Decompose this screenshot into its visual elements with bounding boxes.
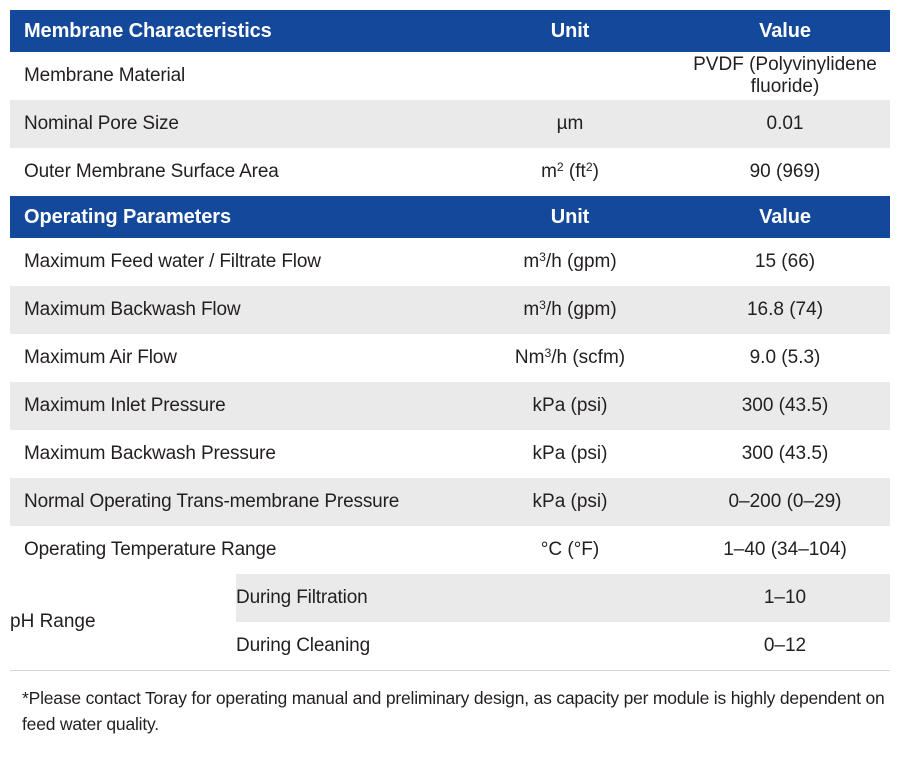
row-unit-membrane-material: [460, 52, 680, 100]
row-unit-max-backwash-pressure: kPa (psi): [460, 430, 680, 478]
sub-row-value-during-cleaning: 0–12: [680, 622, 890, 670]
table-row: [10, 100, 890, 148]
unit-base: m: [523, 299, 540, 320]
row-unit-max-air-flow: [460, 334, 680, 382]
table-row: [10, 52, 890, 100]
row-value-normal-operating-tmp: 0–200 (0–29): [680, 478, 890, 526]
unit-superscript: 2: [556, 159, 564, 174]
unit-superscript: 3: [544, 345, 552, 360]
unit-tail: /h (gpm): [545, 299, 617, 320]
unit-tail-2: ): [592, 161, 599, 182]
unit-tail: (ft: [563, 161, 586, 182]
row-value-max-backwash-flow: 16.8 (74): [680, 286, 890, 334]
row-unit-max-inlet-pressure: kPa (psi): [460, 382, 680, 430]
row-value-membrane-material: PVDF (Polyvinylidene fluoride): [680, 52, 890, 100]
row-value-operating-temperature-range: 1–40 (34–104): [680, 526, 890, 574]
unit-base: m: [541, 161, 557, 182]
row-label-membrane-material: Membrane Material: [10, 52, 460, 100]
column-header-value-2: Value: [680, 196, 890, 238]
section-header-operating-parameters: [10, 196, 890, 238]
row-label-max-backwash-flow: Maximum Backwash Flow: [10, 286, 460, 334]
row-unit-nominal-pore-size: µm: [460, 100, 680, 148]
row-label-outer-membrane-surface-area: Outer Membrane Surface Area: [10, 148, 460, 196]
table-row: [10, 148, 890, 196]
row-value-nominal-pore-size: 0.01: [680, 100, 890, 148]
row-value-max-feed-filtrate-flow: 15 (66): [680, 238, 890, 286]
sub-row-value-during-filtration: 1–10: [680, 574, 890, 622]
row-label-nominal-pore-size: Nominal Pore Size: [10, 100, 460, 148]
footnote-text: *Please contact Toray for operating manual and preliminary design, as capacity per module is highly dependent on feed water quality.: [22, 688, 885, 735]
table-row: [10, 574, 890, 622]
row-label-max-backwash-pressure: Maximum Backwash Pressure: [10, 430, 460, 478]
row-unit-max-backwash-flow: [460, 286, 680, 334]
row-value-max-air-flow: 9.0 (5.3): [680, 334, 890, 382]
unit-tail: /h (scfm): [551, 347, 626, 368]
section-title-operating-parameters: Operating Parameters: [10, 196, 460, 238]
unit-base: Nm: [514, 347, 545, 368]
table-row: [10, 286, 890, 334]
row-label-normal-operating-tmp: Normal Operating Trans-membrane Pressure: [10, 478, 460, 526]
unit-superscript: 3: [539, 249, 546, 264]
table-row: [10, 238, 890, 286]
row-label-operating-temperature-range: Operating Temperature Range: [10, 526, 460, 574]
unit-base: m: [523, 251, 540, 272]
unit-superscript-2: 2: [585, 159, 593, 174]
table-row: [10, 382, 890, 430]
unit-tail: /h (gpm): [545, 251, 617, 272]
column-header-unit-2: Unit: [460, 196, 680, 238]
row-label-max-inlet-pressure: Maximum Inlet Pressure: [10, 382, 460, 430]
column-header-value-1: Value: [680, 10, 890, 52]
membrane-specification-table: [10, 10, 890, 670]
row-label-max-air-flow: Maximum Air Flow: [10, 334, 460, 382]
sub-row-label-during-cleaning: During Cleaning: [236, 622, 460, 670]
row-unit-operating-temperature-range: °C (°F): [460, 526, 680, 574]
sub-row-unit-during-cleaning: [460, 622, 680, 670]
row-value-max-backwash-pressure: 300 (43.5): [680, 430, 890, 478]
row-unit-outer-membrane-surface-area: [460, 148, 680, 196]
table-row: [10, 430, 890, 478]
row-label-max-feed-filtrate-flow: Maximum Feed water / Filtrate Flow: [10, 238, 460, 286]
column-header-unit-1: Unit: [460, 10, 680, 52]
table-row: [10, 334, 890, 382]
table-row: [10, 526, 890, 574]
sub-row-unit-during-filtration: [460, 574, 680, 622]
row-label-ph-range: pH Range: [10, 574, 236, 670]
section-header-membrane-characteristics: [10, 10, 890, 52]
table-row: [10, 478, 890, 526]
sub-row-label-during-filtration: During Filtration: [236, 574, 460, 622]
section-title-membrane-characteristics: Membrane Characteristics: [10, 10, 460, 52]
row-value-max-inlet-pressure: 300 (43.5): [680, 382, 890, 430]
row-unit-max-feed-filtrate-flow: [460, 238, 680, 286]
row-value-outer-membrane-surface-area: 90 (969): [680, 148, 890, 196]
row-unit-normal-operating-tmp: kPa (psi): [460, 478, 680, 526]
unit-superscript: 3: [539, 297, 546, 312]
